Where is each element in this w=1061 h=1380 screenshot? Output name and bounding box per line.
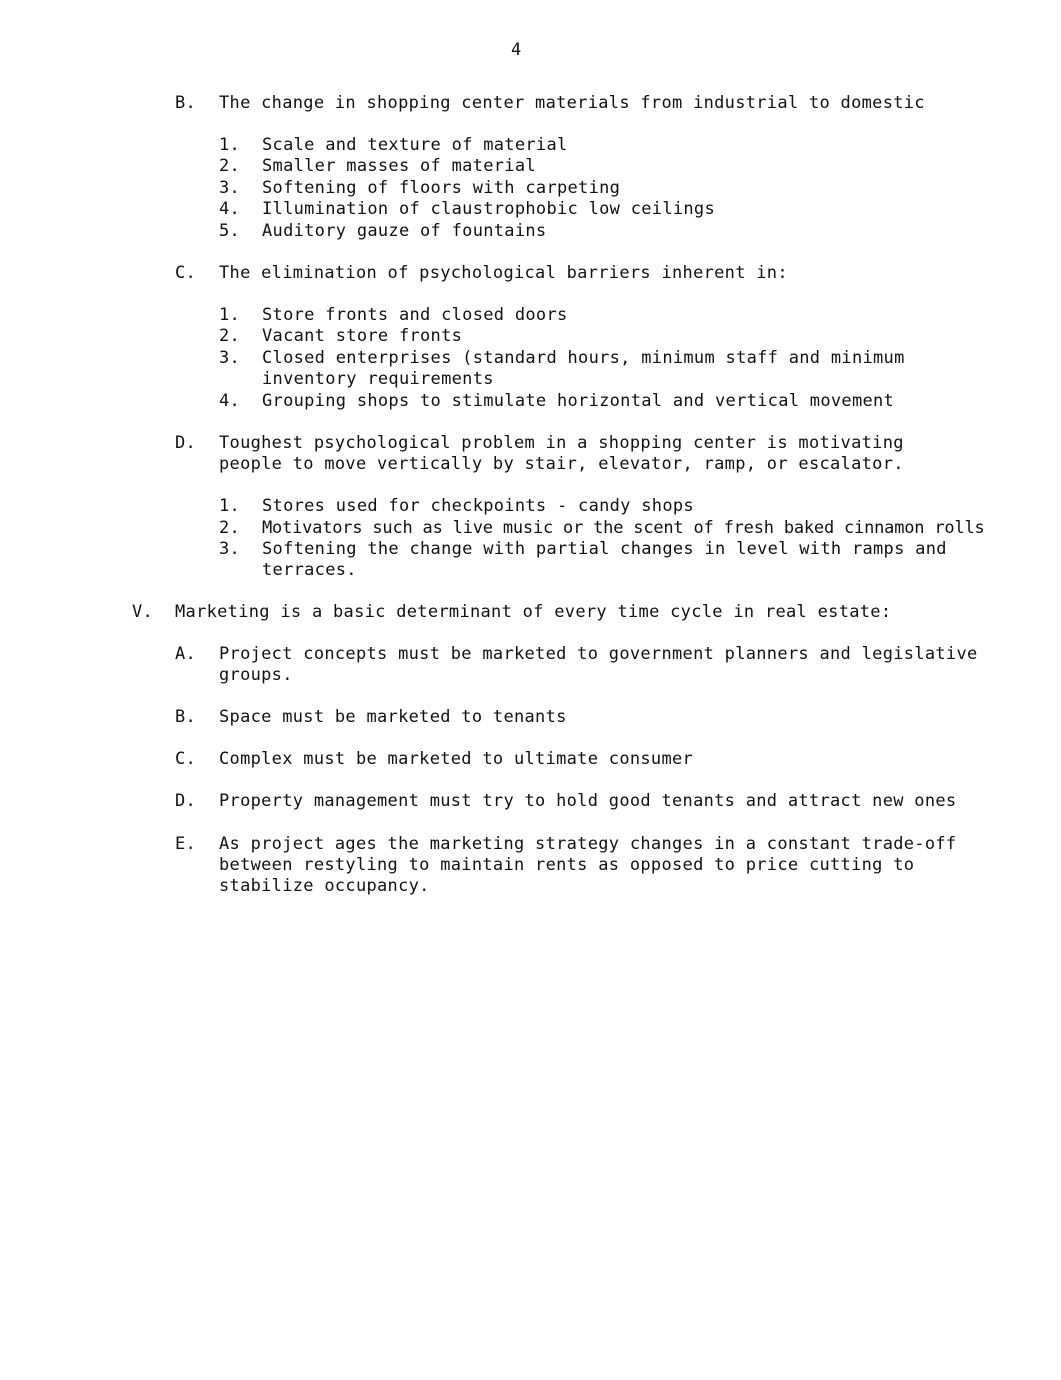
outline-label: B.: [175, 93, 197, 113]
outline-text: Project concepts must be marketed to government planners and legislative: [219, 644, 978, 664]
outline-text: Scale and texture of material: [262, 135, 568, 155]
outline-text: terraces.: [262, 560, 357, 580]
outline-label: B.: [175, 707, 197, 727]
outline-text: Vacant store fronts: [262, 326, 463, 346]
outline-label: 1.: [219, 305, 241, 325]
outline-text: Illumination of claustrophobic low ceilings: [262, 199, 715, 219]
outline-text: Softening of floors with carpeting: [262, 178, 621, 198]
outline-label: E.: [175, 834, 197, 854]
outline-text: Motivators such as live music or the scent of fresh baked cinnamon rolls: [262, 518, 985, 538]
outline-label: 2.: [219, 326, 241, 346]
outline-text: Store fronts and closed doors: [262, 305, 568, 325]
outline-label: 1.: [219, 135, 241, 155]
outline-text: Space must be marketed to tenants: [219, 707, 567, 727]
outline-label: D.: [175, 433, 197, 453]
outline-text: Marketing is a basic determinant of every time cycle in real estate:: [175, 602, 892, 622]
outline-label: 5.: [219, 221, 241, 241]
outline-label: 4.: [219, 199, 241, 219]
page-number: 4: [511, 40, 522, 60]
outline-label: V.: [132, 602, 154, 622]
outline-text: The change in shopping center materials from industrial to domestic: [219, 93, 925, 113]
outline-text: Property management must try to hold good tenants and attract new ones: [219, 791, 957, 811]
outline-label: 4.: [219, 391, 241, 411]
outline-label: 3.: [219, 539, 241, 559]
outline-label: C.: [175, 749, 197, 769]
outline-label: C.: [175, 263, 197, 283]
outline-text: Grouping shops to stimulate horizontal and vertical movement: [262, 391, 895, 411]
outline-text: Auditory gauze of fountains: [262, 221, 547, 241]
outline-label: 3.: [219, 348, 241, 368]
outline-label: D.: [175, 791, 197, 811]
outline-text: Smaller masses of material: [262, 156, 536, 176]
outline-text: inventory requirements: [262, 369, 494, 389]
outline-text: The elimination of psychological barriers inherent in:: [219, 263, 788, 283]
outline-text: Complex must be marketed to ultimate consumer: [219, 749, 694, 769]
outline-text: As project ages the marketing strategy changes in a constant trade-off: [219, 834, 957, 854]
outline-label: 3.: [219, 178, 241, 198]
outline-text: Softening the change with partial changes in level with ramps and: [262, 539, 947, 559]
outline-label: 2.: [219, 156, 241, 176]
outline-text: Stores used for checkpoints - candy shops: [262, 496, 694, 516]
outline-text: Closed enterprises (standard hours, minimum staff and minimum: [262, 348, 905, 368]
outline-label: 1.: [219, 496, 241, 516]
outline-text: people to move vertically by stair, elevator, ramp, or escalator.: [219, 454, 904, 474]
outline-text: between restyling to maintain rents as opposed to price cutting to: [219, 855, 915, 875]
outline-text: stabilize occupancy.: [219, 876, 430, 896]
outline-label: 2.: [219, 518, 241, 538]
outline-text: Toughest psychological problem in a shopping center is motivating: [219, 433, 904, 453]
outline-label: A.: [175, 644, 197, 664]
outline-text: groups.: [219, 665, 293, 685]
